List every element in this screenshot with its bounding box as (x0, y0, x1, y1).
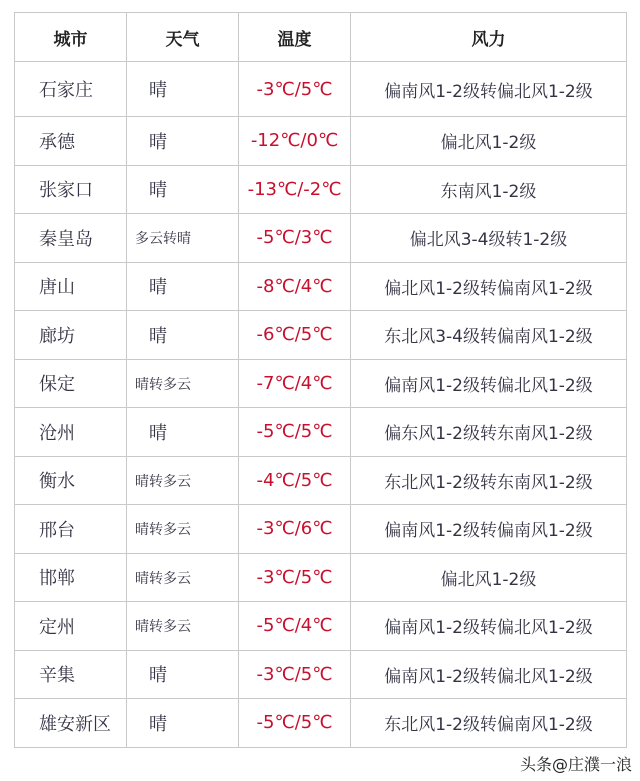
cell-city: 廊坊 (15, 311, 127, 360)
cell-weather (127, 214, 239, 263)
cell-city: 衡水 (15, 456, 127, 505)
cell-temperature: -12℃/0℃ (239, 117, 351, 166)
cell-temperature: -4℃/5℃ (239, 456, 351, 505)
table-row (15, 214, 627, 263)
cell-city: 沧州 (15, 408, 127, 457)
table-row (15, 117, 627, 166)
cell-temperature: -5℃/4℃ (239, 602, 351, 651)
cell-weather (127, 62, 239, 117)
cell-temperature: -7℃/4℃ (239, 359, 351, 408)
cell-city: 张家口 (15, 165, 127, 214)
table-body (15, 62, 627, 748)
weather-text: 晴 (149, 665, 167, 687)
weather-text: 晴 (149, 80, 167, 101)
table-row (15, 359, 627, 408)
cell-temperature: -3℃/6℃ (239, 505, 351, 554)
table-row (15, 699, 627, 748)
cell-wind: 偏北风1-2级 (351, 117, 627, 166)
cell-city: 辛集 (15, 650, 127, 699)
cell-wind: 东北风1-2级转东南风1-2级 (351, 456, 627, 505)
cell-city: 雄安新区 (15, 699, 127, 748)
weather-forecast-table (14, 12, 627, 748)
table-row (15, 262, 627, 311)
table-row (15, 165, 627, 214)
cell-city: 唐山 (15, 262, 127, 311)
table-header-row (15, 13, 627, 62)
cell-wind: 偏北风3-4级转1-2级 (351, 214, 627, 263)
table-row (15, 408, 627, 457)
cell-weather (127, 117, 239, 166)
header-city: 城市 (15, 13, 127, 62)
weather-text: 晴 (149, 277, 167, 299)
cell-wind: 偏东风1-2级转东南风1-2级 (351, 408, 627, 457)
cell-city: 定州 (15, 602, 127, 651)
cell-wind: 东北风1-2级转偏南风1-2级 (351, 699, 627, 748)
cell-city: 邯郸 (15, 553, 127, 602)
cell-weather (127, 165, 239, 214)
table-row (15, 505, 627, 554)
table-row (15, 311, 627, 360)
weather-text: 晴转多云 (135, 522, 191, 539)
cell-wind: 偏南风1-2级转偏北风1-2级 (351, 602, 627, 651)
weather-text: 晴 (149, 713, 167, 735)
weather-text: 晴转多云 (135, 570, 191, 587)
cell-weather (127, 553, 239, 602)
cell-wind: 偏南风1-2级转偏北风1-2级 (351, 62, 627, 117)
weather-text: 多云转晴 (135, 231, 191, 248)
cell-temperature: -13℃/-2℃ (239, 165, 351, 214)
cell-wind: 偏南风1-2级转偏北风1-2级 (351, 359, 627, 408)
weather-text: 晴转多云 (135, 619, 191, 636)
table-row (15, 62, 627, 117)
header-weather: 天气 (127, 13, 239, 62)
cell-weather (127, 650, 239, 699)
cell-weather (127, 408, 239, 457)
cell-weather (127, 359, 239, 408)
table-row (15, 602, 627, 651)
weather-text: 晴 (149, 131, 167, 153)
cell-temperature: -3℃/5℃ (239, 553, 351, 602)
cell-weather (127, 262, 239, 311)
cell-temperature: -5℃/3℃ (239, 214, 351, 263)
weather-text: 晴 (149, 325, 167, 347)
cell-temperature: -3℃/5℃ (239, 62, 351, 117)
cell-city: 保定 (15, 359, 127, 408)
cell-wind: 东南风1-2级 (351, 165, 627, 214)
cell-temperature: -5℃/5℃ (239, 699, 351, 748)
weather-table-frame (14, 12, 626, 745)
cell-weather (127, 311, 239, 360)
cell-temperature: -5℃/5℃ (239, 408, 351, 457)
cell-wind: 偏南风1-2级转偏北风1-2级 (351, 650, 627, 699)
cell-weather (127, 699, 239, 748)
weather-text: 晴 (149, 180, 167, 202)
cell-wind: 东北风3-4级转偏南风1-2级 (351, 311, 627, 360)
cell-temperature: -8℃/4℃ (239, 262, 351, 311)
table-row (15, 553, 627, 602)
weather-text: 晴 (149, 422, 167, 444)
cell-city: 承德 (15, 117, 127, 166)
table-row (15, 456, 627, 505)
cell-wind: 偏北风1-2级 (351, 553, 627, 602)
cell-city: 邢台 (15, 505, 127, 554)
header-temperature: 温度 (239, 13, 351, 62)
cell-weather (127, 602, 239, 651)
cell-city: 秦皇岛 (15, 214, 127, 263)
cell-weather (127, 456, 239, 505)
cell-temperature: -3℃/5℃ (239, 650, 351, 699)
header-wind: 风力 (351, 13, 627, 62)
watermark-text: 头条@庄濮一浪 (519, 755, 632, 774)
cell-temperature: -6℃/5℃ (239, 311, 351, 360)
cell-weather (127, 505, 239, 554)
table-row (15, 650, 627, 699)
cell-wind: 偏南风1-2级转偏南风1-2级 (351, 505, 627, 554)
weather-text: 晴转多云 (135, 376, 191, 393)
cell-wind: 偏北风1-2级转偏南风1-2级 (351, 262, 627, 311)
cell-city: 石家庄 (15, 62, 127, 117)
weather-text: 晴转多云 (135, 473, 191, 490)
